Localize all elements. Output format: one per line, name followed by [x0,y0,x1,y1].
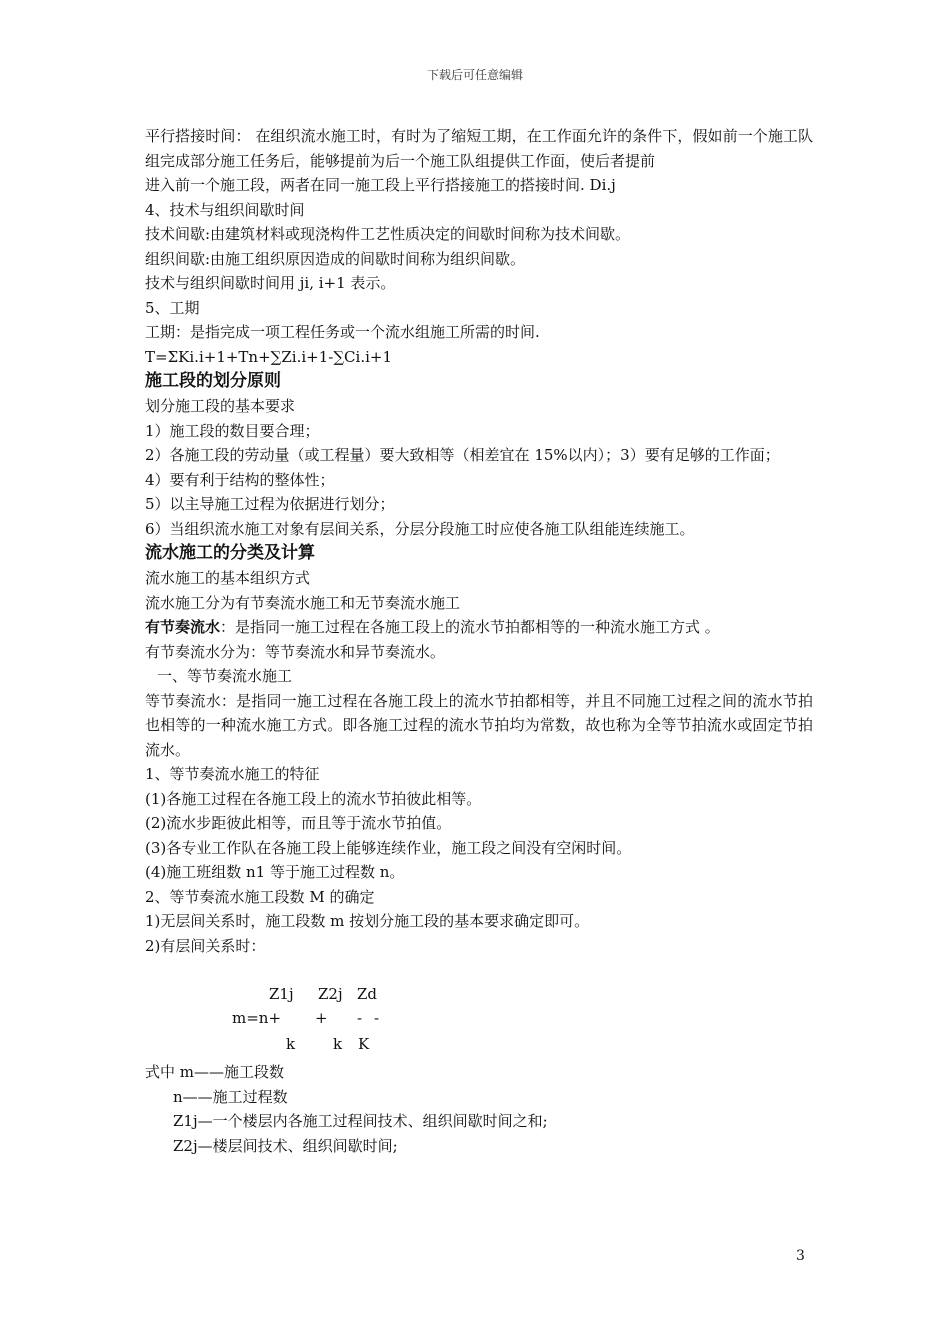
text-line: 工期：是指完成一项工程任务或一个流水组施工所需的时间. [145,323,540,341]
duration-formula: T=ΣKi.i+1+Tn+∑Zi.i+1-∑Ci.i+1 [145,347,392,366]
formula-k: k [333,1035,343,1053]
text-line: 4、技术与组织间歇时间 [145,200,305,219]
text-line: 流水施工分为有节奏流水施工和无节奏流水施工 [145,593,461,612]
definition-line: 式中 m——施工段数 [145,1063,284,1081]
text-line: 进入前一个施工段，两者在同一施工段上平行搭接施工的搭接时间. Di.j [145,176,616,194]
text-line: 有节奏流水分为：等节奏流水和异节奏流水。 [145,642,446,661]
text-line: 1、等节奏流水施工的特征 [145,765,320,783]
section-heading: 流水施工的分类及计算 [145,543,315,563]
text-line: 6）当组织流水施工对象有层间关系，分层分段施工时应使各施工队组能连续施工。 [145,519,695,538]
text-line: 4）要有利于结构的整体性； [145,470,335,489]
text-line: (2)流水步距彼此相等，而且等于流水节拍值。 [145,814,452,832]
text-line: (1)各施工过程在各施工段上的流水节拍彼此相等。 [145,789,482,808]
text-line: 组织间歇:由施工组织原因造成的间歇时间称为组织间歇。 [145,249,526,268]
symbol-definitions [145,1060,813,1158]
text-line: 技术间歇:由建筑材料或现浇构件工艺性质决定的间歇时间称为技术间歇。 [145,225,631,243]
text-line: 流水施工的基本组织方式 [145,569,311,587]
subsection-title: 一、等节奏流水施工 [157,667,293,685]
text-line: 划分施工段的基本要求 [145,397,296,415]
definition-line: n——施工过程数 [173,1087,288,1106]
text-line: (4)施工班组数 n1 等于施工过程数 n。 [145,863,405,881]
definition-line: Z1j—一个楼层内各施工过程间技术、组织间歇时间之和; [173,1112,548,1130]
section-heading: 施工段的划分原则 [145,371,281,391]
text-line: 1）施工段的数目要合理； [145,421,320,440]
definition-line: Z2j—楼层间技术、组织间歇时间; [173,1136,398,1155]
formula-z1j: Z1j [269,985,294,1003]
formula-minus: - [357,1009,363,1027]
paragraph-parallel-overlap: 平行搭接时间： 在组织流水施工时，有时为了缩短工期，在工作面允许的条件下，假如前一个施工队组完成部分施工任务后，能够提前为后一个施工队组提供工作面，使后者提前 [145,127,813,170]
formula-plus: + [315,1009,328,1027]
formula-K: K [358,1035,370,1053]
formula-z2j: Z2j [318,985,343,1003]
segment-count-formula [145,982,813,1060]
formula-lhs: m=n+ [232,1009,282,1027]
formula-minus: - [374,1009,380,1027]
text-line: (3)各专业工作队在各施工段上能够连续作业，施工段之间没有空闲时间。 [145,838,632,857]
bold-term: 有节奏流水 [145,618,221,636]
text-line: 2)有层间关系时： [145,936,266,955]
text-line: 1)无层间关系时，施工段数 m 按划分施工段的基本要求确定即可。 [145,912,590,930]
page-header: 下载后可任意编辑 [426,68,523,82]
formula-zd: Zd [357,985,378,1003]
text-line: 2、等节奏流水施工段数 M 的确定 [145,887,375,906]
text-line [145,615,813,640]
paragraph-definition: 等节奏流水：是指同一施工过程在各施工段上的流水节拍都相等，并且不同施工过程之间的流水节拍也相等的一种流水施工方式。即各施工过程的流水节拍均为常数，故也称为全等节拍流水或固定节拍流水。 [145,691,813,759]
page-number: 3 [796,1248,805,1264]
text-line: 5）以主导施工过程为依据进行划分； [145,495,395,513]
formula-k: k [286,1035,296,1053]
document-body [145,124,813,1158]
text-line: 5、工期 [145,298,200,317]
text-line: 技术与组织间歇时间用 ji, i+1 表示。 [145,274,396,292]
term-definition: ：是指同一施工过程在各施工段上的流水节拍都相等的一种流水施工方式 。 [220,618,720,636]
text-line: 2）各施工段的劳动量（或工程量）要大致相等（相差宜在 15%以内）；3）要有足够的工作面； [145,446,780,464]
